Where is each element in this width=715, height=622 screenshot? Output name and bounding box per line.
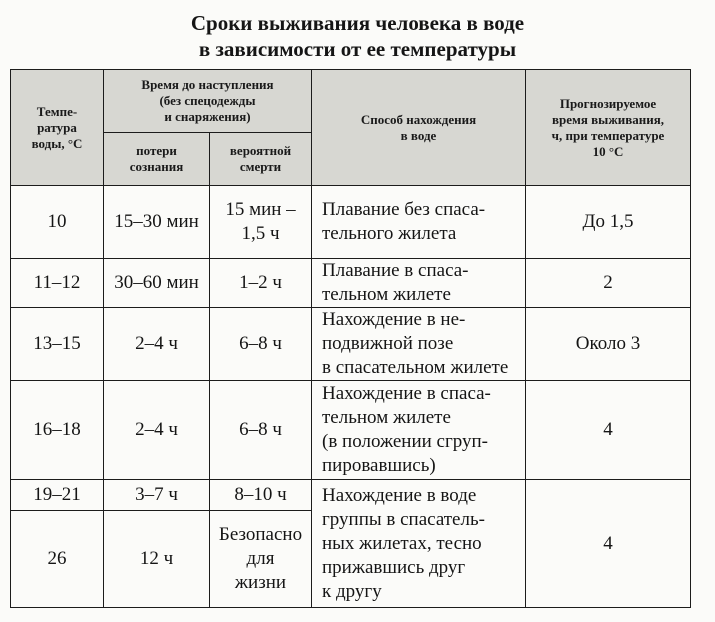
cell-forecast: 4 xyxy=(526,381,691,480)
table-row xyxy=(11,480,691,511)
cell-loss-of-consciousness: 3–7 ч xyxy=(104,480,210,511)
header-time-until: Время до наступления (без спецодежды и снаряжения) xyxy=(104,70,312,133)
header-loss-of-consciousness: потери сознания xyxy=(104,133,210,186)
cell-temperature: 10 xyxy=(11,186,104,259)
cell-probable-death: 6–8 ч xyxy=(210,381,312,480)
cell-method: Нахождение в спаса- тельном жилете (в положении сгруп- пировавшись) xyxy=(312,381,526,480)
cell-loss-of-consciousness: 12 ч xyxy=(104,511,210,608)
cell-loss-of-consciousness: 15–30 мин xyxy=(104,186,210,259)
header-water-temperature: Темпе- ратура воды, °С xyxy=(11,70,104,186)
table-row xyxy=(11,381,691,480)
survival-table xyxy=(10,69,691,608)
cell-probable-death: 6–8 ч xyxy=(210,308,312,381)
table-row xyxy=(11,308,691,381)
title-line-1: Сроки выживания человека в воде xyxy=(190,11,525,35)
cell-forecast: 2 xyxy=(526,259,691,308)
cell-temperature: 11–12 xyxy=(11,259,104,308)
header-probable-death: вероятной смерти xyxy=(210,133,312,186)
cell-probable-death: 1–2 ч xyxy=(210,259,312,308)
cell-forecast: Около 3 xyxy=(526,308,691,381)
cell-loss-of-consciousness: 2–4 ч xyxy=(104,381,210,480)
table-row xyxy=(11,186,691,259)
header-row xyxy=(11,70,691,133)
header-predicted-survival: Прогнозируемое время выживания, ч, при температуре 10 °С xyxy=(526,70,691,186)
cell-method: Плавание в спаса- тельном жилете xyxy=(312,259,526,308)
cell-loss-of-consciousness: 30–60 мин xyxy=(104,259,210,308)
cell-probable-death: Безопасно для жизни xyxy=(210,511,312,608)
cell-probable-death: 15 мин – 1,5 ч xyxy=(210,186,312,259)
cell-loss-of-consciousness: 2–4 ч xyxy=(104,308,210,381)
table-row xyxy=(11,259,691,308)
cell-temperature: 19–21 xyxy=(11,480,104,511)
header-method-in-water: Способ нахождения в воде xyxy=(312,70,526,186)
cell-temperature: 16–18 xyxy=(11,381,104,480)
cell-method: Нахождение в воде группы в спасатель- ных жилетах, тесно прижавшись друг к другу xyxy=(312,480,526,608)
cell-forecast: 4 xyxy=(526,480,691,608)
cell-probable-death: 8–10 ч xyxy=(210,480,312,511)
document-title xyxy=(0,10,715,62)
cell-forecast: До 1,5 xyxy=(526,186,691,259)
cell-method: Плавание без спаса- тельного жилета xyxy=(312,186,526,259)
cell-temperature: 13–15 xyxy=(11,308,104,381)
cell-method: Нахождение в не- подвижной позе в спасательном жилете xyxy=(312,308,526,381)
title-line-2: в зависимости от ее температуры xyxy=(198,37,517,61)
cell-temperature: 26 xyxy=(11,511,104,608)
